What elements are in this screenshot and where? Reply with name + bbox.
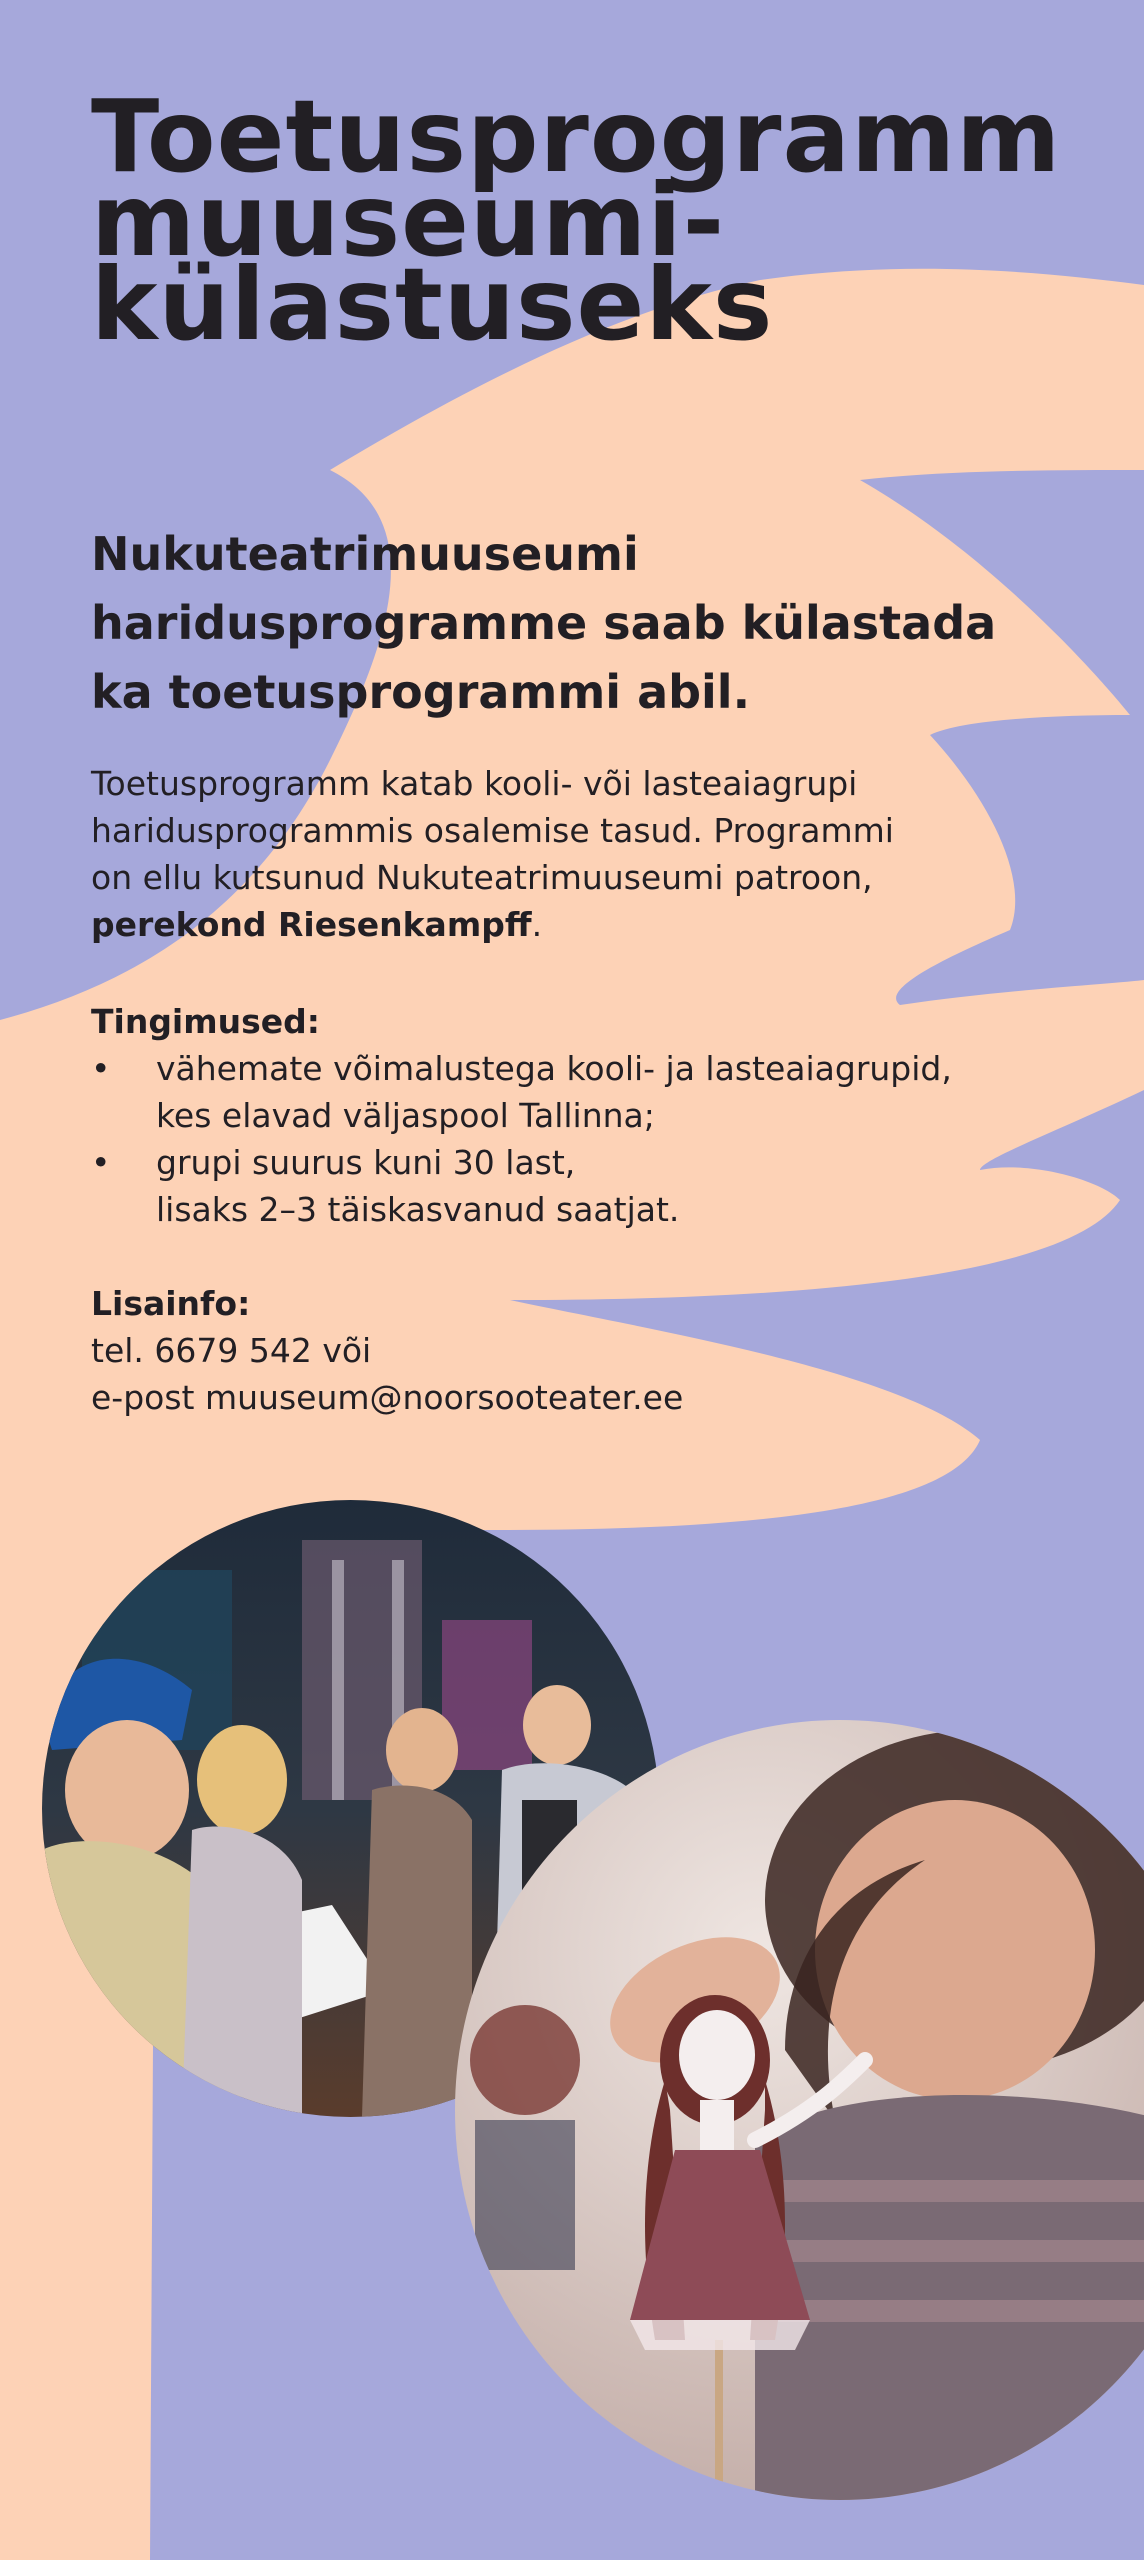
patron-name: perekond Riesenkampff [91, 905, 532, 944]
email-line: e-post muuseum@noorsooteater.ee [91, 1378, 684, 1417]
phone-line: tel. 6679 542 või [91, 1331, 372, 1370]
title-line: külastuseks [91, 246, 774, 363]
subtitle-line: Nukuteatrimuuseumi [91, 527, 639, 581]
condition-line: vähemate võimalustega kooli- ja lasteaiagrupid, [156, 1049, 952, 1088]
conditions-label: Tingimused: [91, 1002, 320, 1041]
intro-line: haridusprogrammis osalemise tasud. Programmi [91, 811, 894, 850]
conditions-list [91, 1045, 1091, 1233]
intro-line: Toetusprogramm katab kooli- või lasteaiagrupi [91, 764, 858, 803]
title-line: Toetusprogramm [91, 78, 1062, 195]
list-item [91, 1139, 1091, 1233]
list-item [91, 1045, 1091, 1139]
condition-line: kes elavad väljaspool Tallinna; [156, 1096, 655, 1135]
bullet-icon: • [91, 1049, 111, 1088]
subtitle [91, 520, 1091, 727]
intro-end: . [531, 905, 543, 944]
intro-line: on ellu kutsunud Nukuteatrimuuseumi patroon, [91, 858, 873, 897]
bullet-icon: • [91, 1143, 111, 1182]
conditions-section [91, 998, 1091, 1233]
contact-label: Lisainfo: [91, 1284, 251, 1323]
title-line: muuseumi- [91, 162, 726, 279]
contact-section [91, 1280, 1091, 1421]
subtitle-line: haridusprogramme saab külastada [91, 596, 997, 650]
condition-line: grupi suurus kuni 30 last, [156, 1143, 576, 1182]
intro-last-line [91, 901, 1091, 948]
intro-paragraph [91, 760, 1091, 948]
subtitle-line: ka toetusprogrammi abil. [91, 665, 751, 719]
condition-line: lisaks 2–3 täiskasvanud saatjat. [156, 1190, 680, 1229]
page-title [91, 78, 1062, 363]
